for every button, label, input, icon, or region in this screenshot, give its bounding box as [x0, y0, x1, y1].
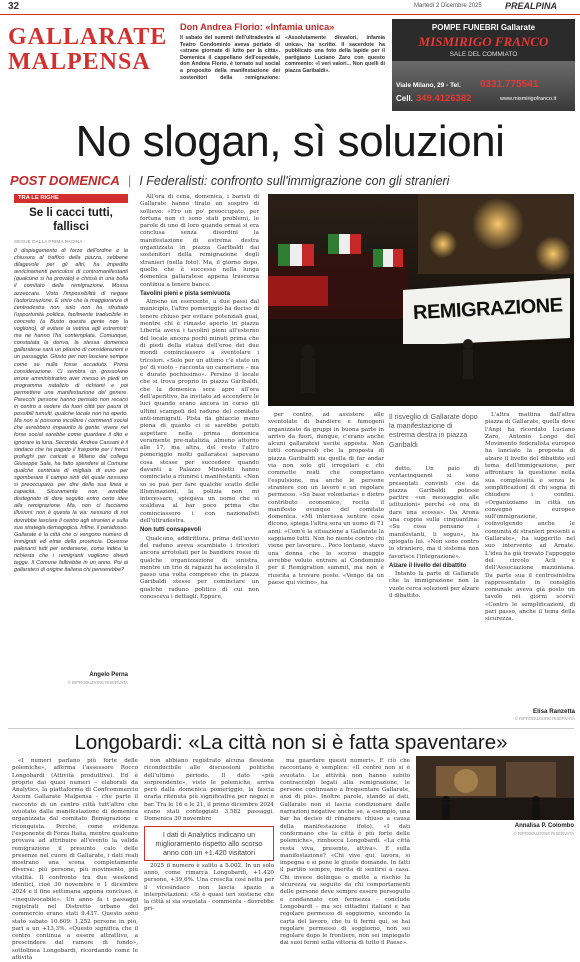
article-paragraph: All'ora di cena, domenica, i baristi di Gallarate hanno tirato un sospiro di sollievo: «Ero un po' preoccupato, per fortuna non ci sono stati problemi, le parole di uno di loro quando ormai si era conclusa senza disordini la manifestazione di estrema destra organizzata in piazza Garibaldi dai sostenitori della remigrazione degli stranieri (nella foto). Ma, il giorno dopo, quello che è successo nella lunga domenica gallaratese appena trascorsa continua a tenere banco. — [140, 194, 259, 288]
ad-cell-label: Cell. — [396, 94, 413, 103]
kicker-separator: | — [124, 173, 135, 188]
ad-address: Viale Milano, 29 - Tel. — [396, 82, 461, 89]
article2-column-1 — [12, 758, 138, 962]
issue-date: Martedì 2 Dicembre 2025 — [414, 3, 482, 9]
article2-photo — [416, 756, 574, 820]
ad-tagline: SALE DEL COMMIATO — [449, 51, 518, 58]
section-title — [8, 25, 178, 75]
article-paragraph: L'altra mattina dall'altra piazza di Gallarate, quella dove l'Anpi ha ricordato Luciano Zaro, Antonio Longo del Movimento federalista europeo ha lanciato la proposta di alzare il livello del dibattito sul tema dell'immigrazione, per affrontare la questione nella sua complessità e senza le semplificazioni di chi sogna di chiudere i confini. «Organizziamo in città un convegno europeo sull'immigrazione, coinvolgendo anche le comunità di stranieri presenti a Gallarate», ha suggerito nel suo intervento ad Arnate. L'idea ha già trovato l'appoggio del circolo Acli e dell'Associazione mazziniana. Da parte sua il centrosinistra rappresentato in consiglio comunale aveva già posto un tavolo nei giorni scorsi: «Contro le semplificazioni, di pari passo, anche il tema della sicurezza. — [485, 412, 575, 623]
article-subhead: Non tutti consapevoli — [140, 527, 202, 534]
section-title-line2: MALPENSA — [8, 49, 151, 75]
kicker-label: POST DOMENICA — [10, 173, 120, 188]
article-subhead: Alzare il livello del dibattito — [389, 562, 467, 569]
section-divider — [8, 728, 574, 729]
article-subhead: Tavolini pieni e pista semivuota — [140, 290, 230, 297]
ad-title: POMPE FUNEBRI Gallarate — [431, 23, 536, 32]
main-headline: No slogan, sì soluzioni — [75, 117, 505, 166]
article-copyright: © RIPRODUZIONE RISERVATA — [514, 716, 575, 721]
article-paragraph: Qualcuno, addirittura, prima dell'avvio del raduno aveva scambiato i tricolori ancora arrotolati per le bandiere rosse di qualche organizzazione di sinistra, mentre un trio di ragazzi ha accelerato il passo una volta compreso che in piazza Garibaldi stesse per cominciare un qualche raduno politico di cui non conosceva i dettagli. Eppure, — [140, 535, 259, 601]
article-column-1 — [140, 194, 259, 722]
photo-caption: Il risveglio di Gallarate dopo la manifestazione di estrema destra in piazza Garibaldi — [389, 412, 478, 449]
article-column-4 — [485, 412, 575, 706]
sidebar-author: Angelo Perna — [89, 672, 128, 678]
article2-copyright: © RIPRODUZIONE RISERVATA — [513, 831, 574, 836]
pull-quote — [144, 826, 274, 861]
article-paragraph: 2025 il numero è salito a 5.002. In un solo anno, come rimarca Longobardi, +1.420 persone, +39,6%. Una crescita così netta per il vicesindaco non lascia spazio a interpretazioni: «Si è quasi ieri sostiene che la città si sia svuotata - commenta - dovrebbe pri- — [144, 862, 274, 913]
article2-headline: Longobardi: «La città non si è fatta spaventare» — [74, 731, 508, 754]
sidebar-title: Se li cacci tutti, fallisci — [29, 207, 113, 233]
article-paragraph: non abbiano registrato alcuna flessione riconducibile alle discussioni politiche dell'ultimo periodo. Il dato «più sorprendente», visto le polemiche, arriva però dalla domenica pomeriggio, la fascia oraria ritenuta più significativa per negozi e bar. Tra le 16 e le 21, il primo dicembre 2024 erano stati conteggiati 3.582 passaggi. Domenica 30 novembre — [144, 758, 274, 823]
sidebar-column — [14, 194, 128, 724]
pull-quote-text: I dati di Analytics indicano un miglioramento rispetto allo scorso anno con un +1.420 visitatori — [155, 829, 263, 857]
teaser-box — [180, 22, 385, 110]
page-number: 32 — [8, 1, 20, 12]
sidebar-body: Il dispiegamento di forze dell'ordine e la chiusura al traffico della piazza, sebbene dilagevole per gli altri, ha impedito avvicinamenti pericolosi di contromanifestanti (qualcuno si ha provato) e chissà in una bolla il comitato della remigrazione. Mossa azzeccata. Vista l'impossibilità di negare l'autorizzazione. E visto che la maggioranza di centrodestra non solo non ha sfruttato l'opportunità politica, facilmente traducibile in concreto (a Busto questa gente non la vogliono), di evitare la vetrina agli estremisti: ma ne hanno l'ha contemplata. Comunque, constatata la deriva, la stessa domenica gallaratese sarà un pilastro di considerazioni e un passaggio. Giusto per non lasciare sempre come se nulla fosse accaduto. Prima considerazione. Ci sembra un grossolano errore amministrativo aver messo in piedi un programma natalizio di richiami e poi permettere una manifestazione del genere. Parecchi persone hanno pensato non recarsi in centro a vedere da fuori città per paura di possibili tumulti, qualche locale non ha aperto. Ma non si possono incollare i commenti social che avrebbero impaurito la gente: vivere nel forse social sarebbe come guardare il dito e ignorare la luna. Seconda. Andrea Cassani è il sindaco che ha pagato il trasporto per i frenci profughi per caricati a Milano dal collega Giuseppe Sala, ha fatto spendere al Comune qualche centinaia di migliaia di euro per sgomberare il campo sinti del quale nessuno si preoccupava: per dire della sua linea e capacità. Sicuramente non avrebbe disdegnato di dare seguito entro certe idee alla remigrazione. Ma, non ci facciamo illusioni: non è questa la via: nessuno di noi dovrebbe lasciare il centro agli stranieri e sulla sua strategia demagogica. Infine, il paradosso. Gallarate è la città che ci vengono numero di immigrati ed etnie della provincia. Dovesse palesarsi tutti per andarsene, come indica la richiesta che i remigranti vogliono diverti tegge. Il Comune fallirebbe in un anno. Poi ai gallaratesi di origine italiana chi penserebbe? — [14, 248, 128, 574]
funeral-ad[interactable] — [392, 19, 575, 111]
ad-cell-phone[interactable]: 349.4126382 — [416, 93, 472, 104]
article-paragraph: Almeno un esercente, a due passi dal municipio, l'altro pomeriggio ha deciso di tenere chiuso per evitare potenziali guai, mentre chi è rimasto aperto in piazza Libertà aveva i tavolini pieni all'esterno del locale ancora pochi minuti prima che di piedi della statua dell'eroe dei due mondi cominciassero a sventolare i tricolori. «Solo per un attimo c'è stato un po' di vuoto – racconta un cameriere – ma è durato pochissimo». Persino il locale che si trova proprio in piazza Garibaldi, che la domenica sera apre all'ora dell'aperitivo, ha invitato ad accendere le luci quando erano ancora in corso gli ultimi scampoli del raduno del comitato anti-immigrati. Pista da ghiaccio meno piena di quanto ci si sarebbe potuti aspettare nella prima domenica veramente pre-natalizia, almeno attorno alle 17, ma altra, del resto l'altro pomeriggio molti gallaratesi sapevano cosa stesse per succedere quando davanti a Palazzo Minoletti hanno cominciato a riunirsi i manifestanti. «Non so se può per fare qualche scatto delle illuminazioni, la polizia non mi interessare, spiegava un uomo che si scaldava al bar poco prima che cominciassero i con nazionalisti dell'ultradestra. — [140, 299, 259, 525]
article2-author: Annalisa P. Colombo — [514, 823, 574, 829]
ad-website[interactable]: www.mismirigofranco.it — [500, 96, 557, 102]
article-paragraph: «I numeri parlano più forte delle polemiche», afferma l'assessore Rocco Longobardi (Attività produttive). Ed è proprio dai quasi numeri – elaborati da Analytics, la piattaforma di Confcommercio Ascom Gallarate Malpensa – che parte il racconto di un centro città tutt'altro che svuotato dalla manifestazione di domenica organizzata dal comitato Remigrazione e riconquista. Perché, come evidenza l'esponente di Forza Italia, mentre qualcuno provava ad attribuire all'evento la valida remigrazione il presunto calo delle presenze nel cuore di Gallarate, i dati reali mostrano una scena completamente diversa: più persone, più movimento, più vitalità. Il confronto tra due weekend identici, cioè 30 novembre e 1 dicembre 2024 e il fine settimana appena concluso, è «inequivocabile». Un anno fa i passaggi registrati nel Distretto urbano del commercio erano stati 9.437. Questo sono stato sabato 10.609: 1.252 persone in più, pari a un +13,3%. «Questo significa che il centro continua a essere attrattivo, a prescindere dal rumore di fondo», sottolinea Longobardi, ricordando come le attività — [12, 758, 138, 962]
sidebar-copyright: © RIPRODUZIONE RISERVATA — [67, 680, 128, 685]
article-paragraph: detto. Un paio di ventacinquenni si sono presentati convinti che da piazza Garibaldi potesse partire «un messaggio alle istituzioni» perché «è ora di dare una scossa». Da Arona una coppia sulla cinquantina: «Su cosa pensano i manifestanti, li seguo», ha spiegato lui. «Non sono contro lo straniero, ma il sistema non favorisce l'integrazione». — [389, 466, 479, 560]
photo-banner-text: REMIGRAZIONE — [412, 294, 564, 325]
ad-name: MISMIRIGO FRANCO — [418, 34, 549, 49]
kicker — [10, 172, 575, 190]
article-paragraph: per contro, ad assistere alle sventolate di bandiere e fumogeni organizzato da gruppi in buona parte in arrivo da fuori, dunque, c'erano anche alcuni gallaratesi uscite apposta. Non tutti consapevoli che la proposta di piazza Garibaldi sia quella di far andar via non solo gli irregolari e chi commette reati che comportano l'espulsione, ma anche le persone straniere con un lavoro e un regolare permesso. «Su base volontaria» e dietro contributo economico, recita il manifesto ovunque del comitato domenica. «Mi interessa sentire cosa dicono, spiega l'altra sera un uomo di 71 anni. «Com'è la situazione a Gallarate la sappiamo tutti. Non ho niente contro chi viene per lavorare... Poco lontano, stavo una donna che lo scorso maggio avrebbe voluto entrare al Condominio per il Remigration summit, ma non è riuscita a trovare posto. «Vengo da un paese qui vicino», ha — [268, 412, 384, 586]
article-column-2 — [268, 412, 384, 724]
teaser-body: Il sabato del summit dell'ultradestra al Teatro Condominio aveva portato di «strane giornate di lutto per la città». Domenica il cappellano dell'ospedale, don Andrea Florio, è tornato sul social a proposito della manifestazione dei sostenitori della remigrazione: «Assolutamente disvalori, infamia unica», ha scritto. Il sacerdote ha pubblicato una foto della lapide per il partigiano Luciano Zaro con questo commento: «I veri valori... Non quelli di piazza Garibaldi». — [180, 35, 385, 81]
brand-logo: PREALPINA — [505, 1, 558, 11]
page-header — [0, 0, 580, 15]
article-column-3 — [389, 466, 479, 724]
teaser-title: Don Andrea Florio: «Infamia unica» — [180, 22, 335, 32]
sidebar-intro: SEGUE DALLA PRIMA PAGINA — [14, 240, 83, 245]
sidebar-tag: TRA LE RIGHE — [14, 194, 128, 203]
kicker-text: I Federalisti: confronto sull'immigrazione con gli stranieri — [139, 174, 450, 188]
article-paragraph: ma guardare questi numeri». E ciò che raccontano è semplice: «Il centro non si è svuotato. Le attività non hanno subito contraccolpi legati alla remigrazione, le persone continuano a frequentare Gallarate, anzi di più». Inoltre parole, stando ai dati, Gallarate non si lascia condizionare dalle narrazioni negative anche se, a esempio, una bar ha deciso di rimanere chiuso a causa della manifestazione (foto). «I dati confermano che la città è più forte delle polemiche», rimbocca Longobardi. «La città resta viva, presente, attiva». E sulla manifestazione? «Chi vive qui, lavora, si impegna e si pone le giuste domande. In fatti il partito sempre, merita di sentirsi a casa. Chi invece delinque o mette a rischio la sicurezza va seguito da chi comportamenti delle persone deve sempre essere perseguito e condannato con fermezza - conclude Longobardi - ma sei cittadini italiani e hai regolare permesso di soggiorno, secondo la carta del lavoro, che tu ti fermi qui, se hai regolare permesso di soggiorno, non sei regolare dopo le frontiere, non sei impiegato dai suoi fermi sulla vittoria di tutto il Paese». — [280, 758, 410, 947]
manifestation-photo — [268, 194, 574, 406]
article-author: Elisa Ranzetta — [533, 708, 575, 715]
article2-column-3 — [280, 758, 410, 947]
article2-column-2 — [144, 758, 274, 913]
article2-photo-scene — [416, 756, 574, 820]
ad-phone[interactable]: 0331.775541 — [480, 79, 539, 90]
article-paragraph: Intanto la parte di Gallarate che la immigrazione non la vuole cerca soluzioni per alzare il dibattito. — [389, 571, 480, 600]
section-title-line1: GALLARATE — [8, 24, 168, 50]
